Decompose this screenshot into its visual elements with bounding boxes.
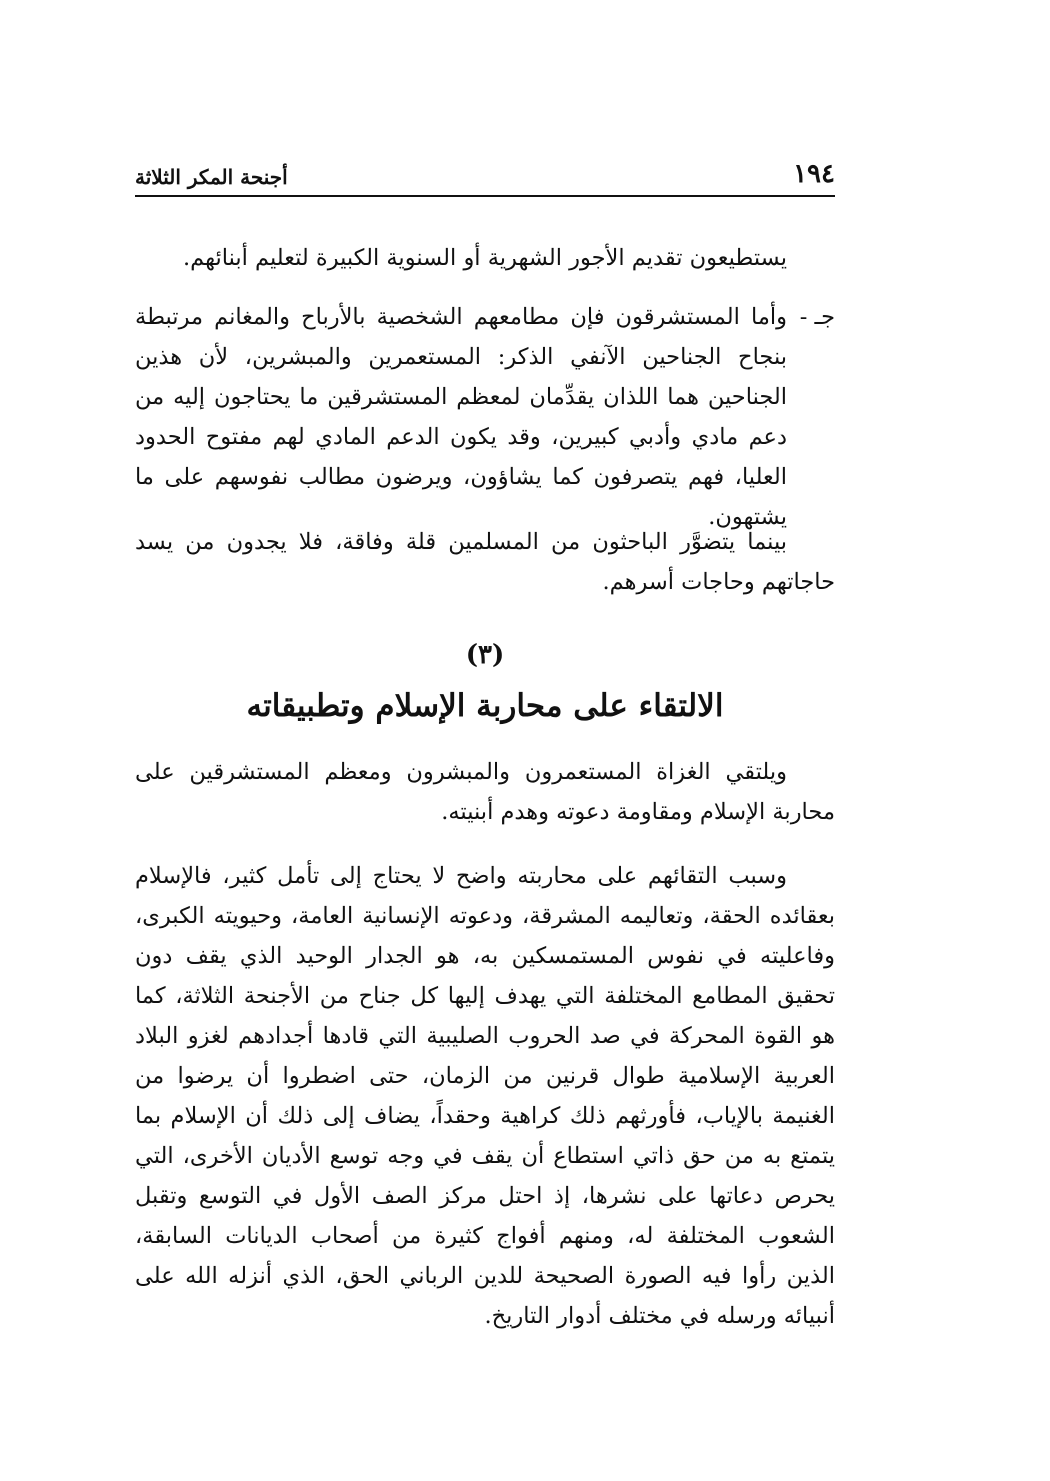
paragraph-text: يستطيعون تقديم الأجور الشهرية أو السنوية الكبيرة لتعليم أبنائهم.	[182, 245, 787, 271]
paragraph-5	[135, 856, 835, 1336]
running-title: أجنحة المكر الثلاثة	[135, 165, 288, 189]
page-number: ١٩٤	[793, 159, 835, 189]
paragraph-1	[135, 238, 835, 278]
list-item-c	[135, 297, 835, 537]
section-title: الالتقاء على محاربة الإسلام وتطبيقاته	[246, 688, 724, 724]
list-marker: جـ -	[799, 304, 835, 330]
paragraph-text: بينما يتضوَّر الباحثون من المسلمين قلة وفاقة، فلا يجدون من يسد حاجاتهم وحاجات أسرهم.	[135, 529, 835, 595]
page-header	[135, 155, 835, 197]
list-item-text: وأما المستشرقون فإن مطامعهم الشخصية بالأرباح والمغانم مرتبطة بنجاح الجناحين الآنفي الذكر: المستعمرين والمبشرين، لأن هذين الجناحين هما اللذان يقدِّمان لمعظم المستشرقين ما يحتاجون إليه من دعم مادي وأدبي كبيرين، وقد يكون الدعم المادي لهم مفتوح الحدود العليا، فهم يتصرفون كما يشاؤون، ويرضون مطالب نفوسهم على ما يشتهون.	[135, 304, 787, 530]
paragraph-text: وسبب التقائهم على محاربته واضح لا يحتاج إلى تأمل كثير، فالإسلام بعقائده الحقة، وتعاليمه المشرقة، ودعوته الإنسانية العامة، وحيويته الكبرى، وفاعليته في نفوس المستمسكين به، هو الجدار الوحيد الذي يقف دون تحقيق المطامع المختلفة التي يهدف إليها كل جناح من الأجنحة الثلاثة، كما هو القوة المحركة في صد الحروب الصليبية التي قادها أجدادهم لغزو البلاد العربية الإسلامية طوال قرنين من الزمان، حتى اضطروا أن يرضوا من الغنيمة بالإياب، فأورثهم ذلك كراهية وحقداً، يضاف إلى ذلك أن الإسلام بما يتمتع به من حق ذاتي استطاع أن يقف في وجه توسع الأديان الأخرى، التي يحرص دعاتها على نشرها، إذ احتل مركز الصف الأول في التوسع وتقبل الشعوب المختلفة له، ومنهم أفواج كثيرة من أصحاب الديانات السابقة، الذين رأوا فيه الصورة الصحيحة للدين الرباني الحق، الذي أنزله الله على أنبيائه ورسله في مختلف أدوار التاريخ.	[135, 863, 835, 1329]
section-number: (٣)	[465, 640, 505, 670]
paragraph-text: ويلتقي الغزاة المستعمرون والمبشرون ومعظم المستشرقين على محاربة الإسلام ومقاومة دعوته وهدم أبنيته.	[135, 759, 835, 825]
paragraph-3	[135, 522, 835, 602]
paragraph-4	[135, 752, 835, 832]
